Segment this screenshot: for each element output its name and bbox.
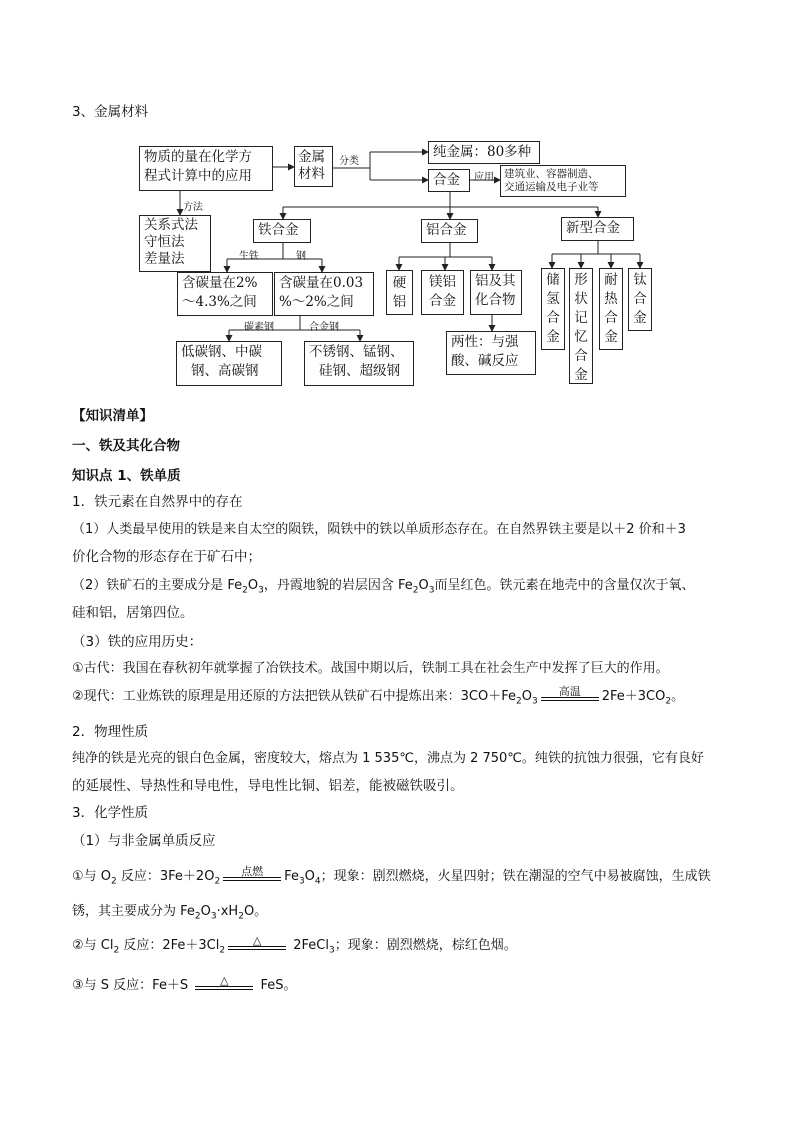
s1-modern: ②现代：工业炼铁的原理是用还原的方法把铁从铁矿石中提炼出来：$3CO+Fe_2O_3$ 高温 $2Fe+3CO_2$。 <box>72 685 685 707</box>
s1-p2-mid2: ，丹霞地貌的岩层因含 Fe <box>263 578 413 593</box>
steel-line1: 含碳量在0.03 <box>279 275 364 291</box>
amphoteric-box <box>446 331 536 375</box>
shape-memory-alloy-box: 形状记忆合金 <box>569 268 593 384</box>
carbon-steel-label: 碳素钢 <box>244 322 274 333</box>
duralumin-box <box>386 270 413 315</box>
iron-alloy-box: 铁合金 <box>253 219 311 243</box>
r1-l2-post: ·xH <box>216 904 239 919</box>
section-title: 3、金属材料 <box>72 104 149 120</box>
s2-p1: 纯净的铁是光亮的银白色金属，密度较大，熔点为 1 535℃，沸点为 2 750℃。纯铁的抗蚀力很强，它有良好 <box>72 751 704 766</box>
calc-application-box <box>139 146 273 191</box>
mg-al-text: 镁铝合金 <box>429 274 456 309</box>
s1-p2-pre: （2）铁矿石的主要成分是 Fe <box>72 578 243 593</box>
alloy-steel-line2: 硅钢、超级钢 <box>319 363 400 379</box>
r2-mid: 反应：2Fe＋3Cl <box>119 938 220 953</box>
s1-p2-mid3: O <box>418 578 429 593</box>
carbon-steel-box <box>176 341 282 386</box>
mg-al-alloy-box <box>421 270 464 315</box>
s1-p3: （3）铁的应用历史： <box>72 634 203 650</box>
diagram-connectors <box>0 0 794 400</box>
heat-condition-2 <box>195 975 253 996</box>
metal-box-line1: 金属 <box>298 149 325 165</box>
steel-line2: %～2%之间 <box>279 294 354 310</box>
duralumin-text: 硬铝 <box>392 275 407 310</box>
high-temp-condition <box>541 686 599 707</box>
carbon-steel-line2: 钢、高碳钢 <box>191 363 259 379</box>
alloy-box: 合金 <box>428 169 470 192</box>
ignite-label: 点燃 <box>241 865 264 878</box>
method-label: 方法 <box>183 202 203 213</box>
s1-p1-line2: 价化合物的形态存在于矿石中； <box>72 549 261 565</box>
ignite-condition <box>223 866 281 887</box>
calc-box-line2: 程式计算中的应用 <box>144 168 252 184</box>
knowledge-point-heading: 知识点 1、铁单质 <box>72 468 181 484</box>
heat-resistant-alloy-box: 耐热合金 <box>599 268 623 350</box>
method-relation: 关系式法 <box>144 217 198 233</box>
heat-condition-1 <box>228 935 286 956</box>
pig-iron-label: 生铁 <box>239 251 259 262</box>
s2-title: 2．物理性质 <box>72 724 149 740</box>
high-temp-label: 高温 <box>558 685 581 698</box>
heat-label-1: △ <box>252 934 262 947</box>
application-box <box>500 165 626 197</box>
steel-box <box>274 272 374 316</box>
al-compounds-line2: 化合物 <box>475 292 516 308</box>
modern-post: 2Fe＋3CO <box>601 689 666 704</box>
r3-pre: ③与 S 反应：Fe＋S <box>72 978 193 993</box>
s1-p2-line2: 硅和铝，居第四位。 <box>72 605 194 621</box>
r1-mid: 反应：3Fe＋2O <box>116 869 215 884</box>
method-conservation: 守恒法 <box>144 234 185 250</box>
hydrogen-storage-alloy-box: 储氢合金 <box>541 268 565 350</box>
new-alloy-box: 新型合金 <box>561 217 634 241</box>
classify-label: 分类 <box>339 156 359 167</box>
alloy-steel-box <box>304 341 414 386</box>
pig-iron-box <box>177 272 273 316</box>
pure-metal-box: 纯金属：80多种 <box>428 141 540 164</box>
carbon-steel-line1: 低碳钢、中碳 <box>181 344 262 360</box>
reaction-oxygen: ①与 $O_2$ 反应：$3Fe+2O_2$ 点燃 $Fe_3O_4$；现象：剧烈燃烧，火星四射；铁在潮湿的空气中易被腐蚀，生成铁 <box>72 865 711 887</box>
s3-title: 3．化学性质 <box>72 805 149 821</box>
s1-ancient: ①古代：我国在春秋初年就掌握了冶铁技术。战国中期以后，铁制工具在社会生产中发挥了巨大的作用。 <box>72 661 669 676</box>
al-compounds-box <box>470 270 522 315</box>
amphoteric-line1: 两性：与强 <box>451 334 519 350</box>
steel-label: 钢 <box>296 251 306 262</box>
part-one-heading: 一、铁及其化合物 <box>72 438 180 454</box>
knowledge-list-heading: 【知识清单】 <box>72 408 153 424</box>
r2-post: 2FeCl <box>289 938 329 953</box>
r1-pre: ①与 O <box>72 869 112 884</box>
s1-p2-line1: （2）铁矿石的主要成分是 $Fe_2O_3$，丹霞地貌的岩层因含 $Fe_2O_3$而呈红色。铁元素在地壳中的含量仅次于氧、 <box>72 578 695 596</box>
modern-end: 。 <box>671 689 685 704</box>
s2-p2: 的延展性、导热性和导电性，导电性比铜、铝差，能被磁铁吸引。 <box>72 778 464 794</box>
r1-post: ；现象：剧烈燃烧，火星四射；铁在潮湿的空气中易被腐蚀，生成铁 <box>320 869 711 884</box>
reaction-sulfur <box>72 975 296 996</box>
s3-sub: （1）与非金属单质反应 <box>72 833 216 849</box>
r1-l2-mid: O <box>200 904 211 919</box>
pig-iron-line2: ～4.3%之间 <box>182 294 257 310</box>
reaction-chlorine: ②与 $Cl_2$ 反应：$2Fe+3Cl_2$ △ 2FeCl$_3$；现象：剧烈燃烧，棕红色烟。 <box>72 934 517 956</box>
heat-label-2: △ <box>220 974 229 987</box>
apply-line2: 交通运输及电子业等 <box>504 181 599 193</box>
methods-box <box>139 215 211 272</box>
apply-label: 应用 <box>474 172 494 183</box>
r1-prod: Fe <box>284 869 299 884</box>
alloy-steel-label: 合金钢 <box>309 322 339 333</box>
s1-p2-mid: O <box>247 578 259 593</box>
calc-box-line1: 物质的量在化学方 <box>144 149 252 165</box>
aluminium-alloy-box: 铝合金 <box>421 219 478 243</box>
metal-materials-box <box>294 146 333 187</box>
metal-box-line2: 材料 <box>298 166 325 182</box>
s1-p1-line1: （1）人类最早使用的铁是来自太空的陨铁，陨铁中的铁以单质形态存在。在自然界铁主要是以＋2 价和＋3 <box>72 522 686 537</box>
s1-p2-post: 而呈红色。铁元素在地壳中的含量仅次于氧、 <box>434 578 695 593</box>
al-compounds-line1: 铝及其 <box>475 273 516 289</box>
s1-title: 1．铁元素在自然界中的存在 <box>72 494 243 510</box>
r2-end: ；现象：剧烈燃烧，棕红色烟。 <box>334 938 517 953</box>
amphoteric-line2: 酸、碱反应 <box>451 353 519 369</box>
apply-line1: 建筑业、容器制造、 <box>504 168 599 180</box>
reaction-oxygen-line2: 锈，其主要成分为 $Fe_2O_3\cdot xH_2O$。 <box>72 904 268 922</box>
r1-l2-pre: 锈，其主要成分为 Fe <box>72 904 195 919</box>
r3-post: FeS。 <box>256 978 297 993</box>
r2-pre: ②与 Cl <box>72 938 114 953</box>
pig-iron-line1: 含碳量在2% <box>182 275 258 291</box>
r1-l2-end: O。 <box>243 904 268 919</box>
method-difference: 差量法 <box>144 251 185 267</box>
titanium-alloy-box: 钛合金 <box>628 268 652 331</box>
modern-pre: ②现代：工业炼铁的原理是用还原的方法把铁从铁矿石中提炼出来：3CO＋Fe <box>72 689 516 704</box>
alloy-steel-line1: 不锈钢、锰钢、 <box>309 344 404 360</box>
